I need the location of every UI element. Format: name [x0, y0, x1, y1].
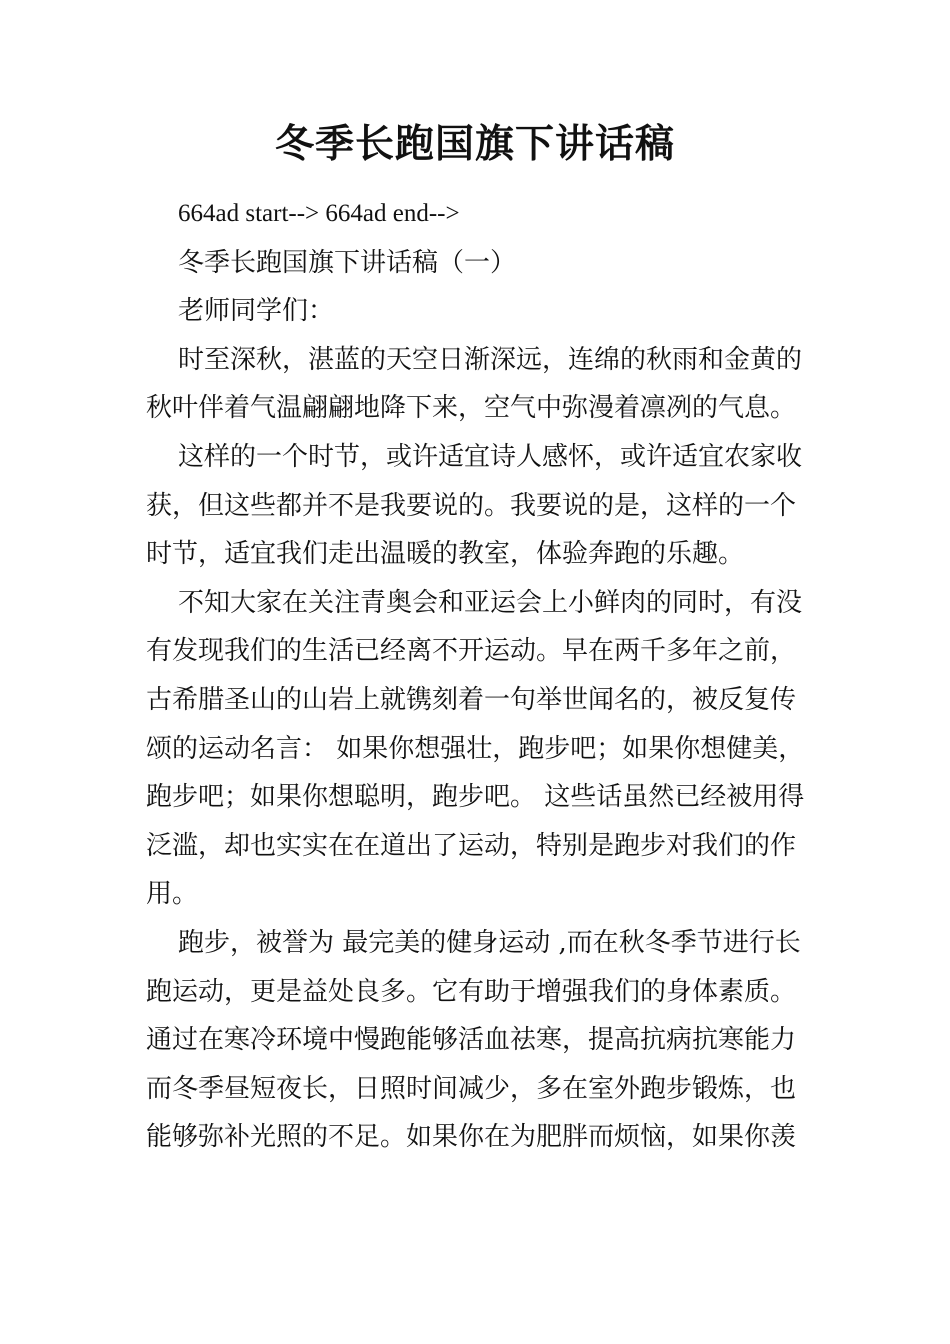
document-title: 冬季长跑国旗下讲话稿: [274, 121, 675, 167]
paragraph-line: 而冬季昼短夜长，日照时间减少，多在室外跑步锻炼，也: [146, 1073, 797, 1104]
paragraph-line: 有发现我们的生活已经离不开运动。早在两千多年之前，: [146, 636, 797, 667]
paragraph-line: 跑步，被誉为 最完美的健身运动 ,而在秋冬季节进行长: [178, 927, 801, 958]
paragraph-line: 时节，适宜我们走出温暖的教室，体验奔跑的乐趣。: [146, 539, 745, 570]
paragraph-line: 通过在寒冷环境中慢跑能够活血祛寒，提高抗病抗寒能力: [146, 1025, 797, 1056]
paragraph-line: 古希腊圣山的山岩上就镌刻着一句举世闻名的，被反复传: [146, 684, 797, 715]
paragraph-line: 获，但这些都并不是我要说的。我要说的是，这样的一个: [146, 490, 797, 521]
paragraph-line: 秋叶伴着气温翩翩地降下来，空气中弥漫着凛冽的气息。: [146, 393, 797, 424]
paragraph-4: [146, 919, 810, 1162]
paragraph-line: 跑运动，更是益处良多。它有助于增强我们的身体素质。: [146, 976, 797, 1007]
paragraph-line: 不知大家在关注青奥会和亚运会上小鲜肉的同时，有没: [178, 587, 803, 618]
ad-marker-text: 664ad start--> 664ad end-->: [178, 200, 460, 227]
paragraph-line: 能够弥补光照的不足。如果你在为肥胖而烦恼，如果你羡: [146, 1122, 797, 1153]
paragraph-1: [146, 336, 810, 433]
paragraph-3: [146, 579, 810, 919]
paragraph-line: 跑步吧；如果你想聪明，跑步吧。 这些话虽然已经被用得: [146, 782, 805, 813]
paragraph-line: 这样的一个时节，或许适宜诗人感怀，或许适宜农家收: [178, 441, 803, 472]
paragraph-line: 时至深秋，湛蓝的天空日渐深远，连绵的秋雨和金黄的: [178, 344, 803, 375]
paragraph-line: 颂的运动名言： 如果你想强壮，跑步吧；如果你想健美，: [146, 733, 805, 764]
salutation: 老师同学们：: [178, 296, 335, 327]
paragraph-2: [146, 433, 810, 579]
speech-subtitle: 冬季长跑国旗下讲话稿（一）: [178, 247, 517, 278]
paragraph-line: 用。: [146, 879, 199, 910]
document-body: [146, 190, 810, 1162]
paragraph-line: 泛滥，却也实实在在道出了运动，特别是跑步对我们的作: [146, 830, 797, 861]
